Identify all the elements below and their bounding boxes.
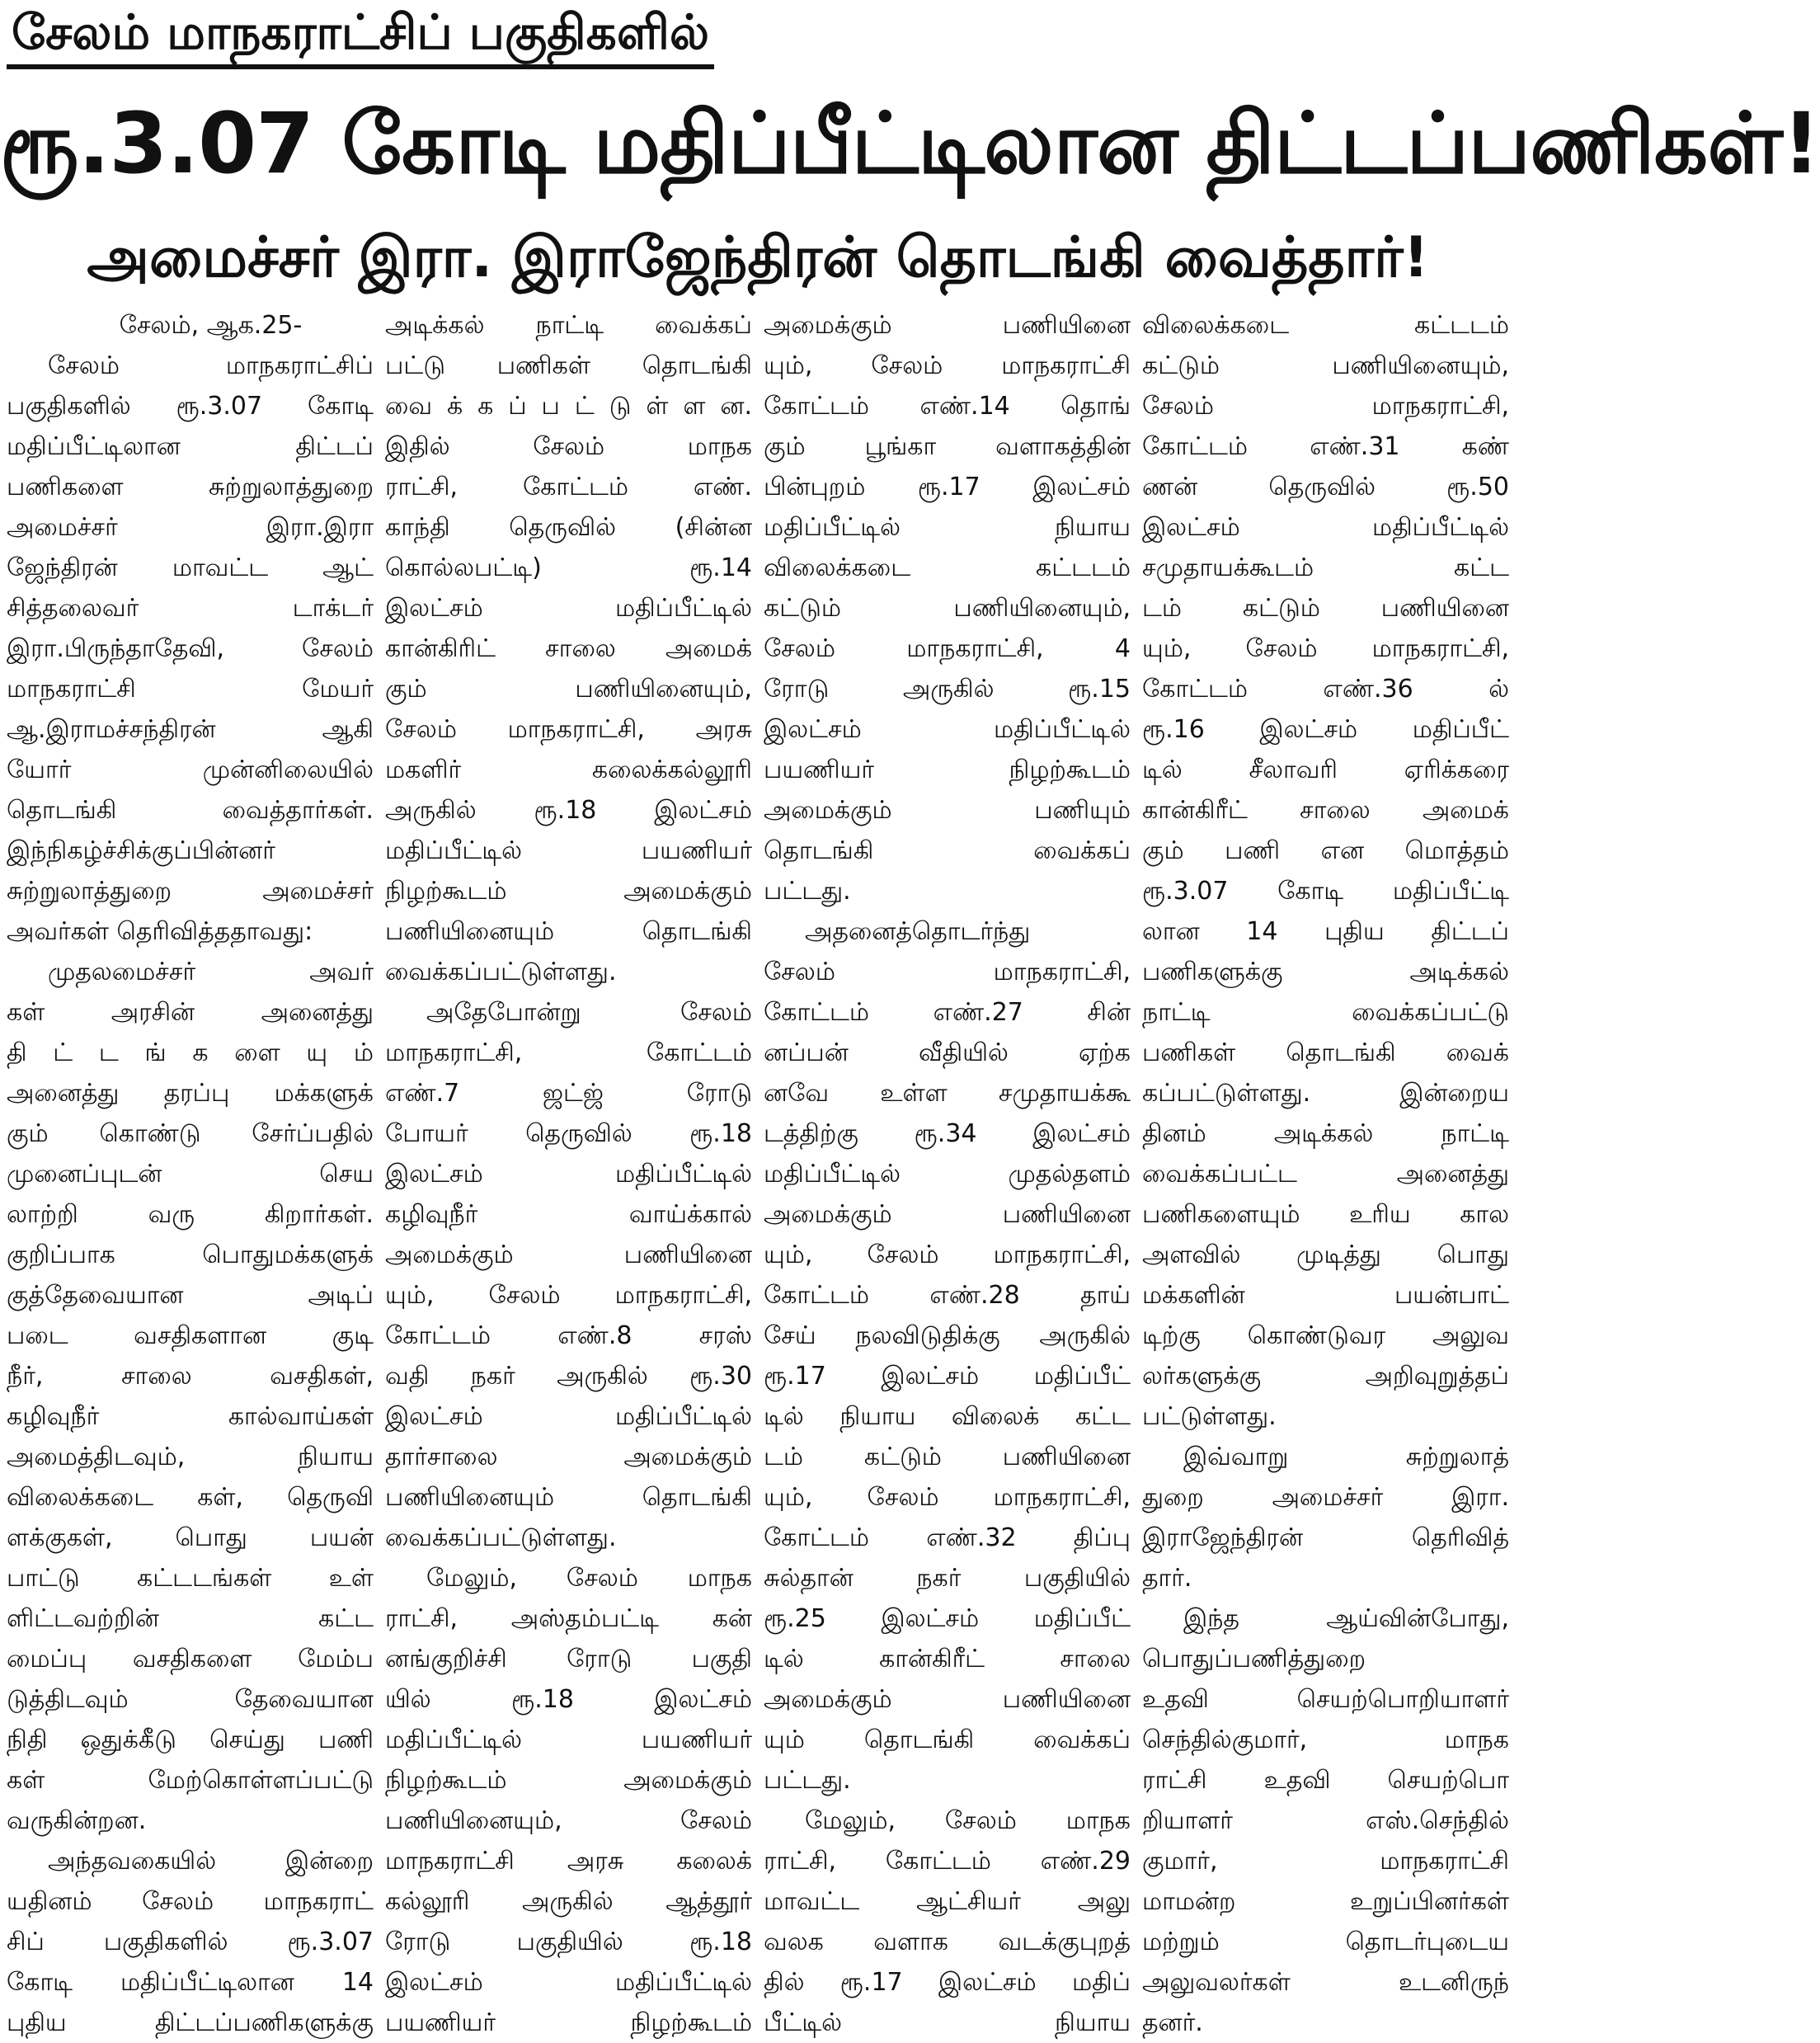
article-line: தினம் அடிக்கல் நாட்டி <box>1142 1119 1509 1148</box>
article-line: கோட்டம் எண்.32 திப்பு <box>764 1523 1131 1552</box>
article-line: மதிப்பீட்டில் நியாய <box>764 513 1131 542</box>
article-line: பகுதிகளில் ரூ.3.07 கோடி <box>7 392 374 421</box>
article-line: இலட்சம் மதிப்பீட்டில் <box>385 1160 752 1189</box>
article-line: பணிகளுக்கு அடிக்கல் <box>1142 958 1509 986</box>
article-line: கோட்டம் எண்.27 சின் <box>764 998 1131 1027</box>
article-line: ரூ.17 இலட்சம் மதிப்பீட் <box>764 1362 1131 1391</box>
article-line: கும் பணியினையும், <box>385 675 752 704</box>
article-line: விலைக்கடை கட்டடம் <box>1142 311 1509 340</box>
article-line: ஆ.இராமச்சந்திரன் ஆகி <box>7 715 374 744</box>
article-line: சேலம் மாநகராட்சிப் <box>48 351 374 380</box>
article-line: குமார், மாநகராட்சி <box>1142 1847 1509 1876</box>
article-headline: ரூ.3.07 கோடி மதிப்பீட்டிலான திட்டப்பணிகள்! <box>0 95 1820 193</box>
article-line: யும், சேலம் மாநகராட்சி, <box>764 1240 1131 1269</box>
article-line: மைப்பு வசதிகளை மேம்ப <box>7 1645 374 1673</box>
article-line: லாற்றி வரு கிறார்கள். <box>7 1200 374 1229</box>
article-line: பீட்டில் நியாய <box>764 2008 1131 2037</box>
article-line: வைக்கப்பட்ட அனைத்து <box>1142 1160 1509 1189</box>
article-line: வலக வளாக வடக்குபுறத் <box>764 1928 1131 1956</box>
article-line: கும் கொண்டு சேர்ப்பதில் <box>7 1119 374 1148</box>
article-line: கோட்டம் எண்.14 தொங் <box>764 392 1131 421</box>
article-line: டத்திற்கு ரூ.34 இலட்சம் <box>764 1119 1131 1148</box>
article-line: டுத்திடவும் தேவையான <box>7 1685 374 1714</box>
article-line: கழிவுநீர் வாய்க்கால் <box>385 1200 752 1229</box>
article-line: பணிகளை சுற்றுலாத்துறை <box>7 473 374 501</box>
article-line: கோட்டம் எண்.31 கண் <box>1142 432 1509 461</box>
article-line: ரோடு பகுதியில் ரூ.18 <box>385 1928 752 1956</box>
article-line: அமைக்கும் பணியும் <box>764 796 1131 825</box>
article-line: யதினம் சேலம் மாநகராட் <box>7 1887 374 1916</box>
article-line: மற்றும் தொடர்புடைய <box>1142 1928 1509 1956</box>
article-line: இலட்சம் மதிப்பீட்டில் <box>385 1402 752 1431</box>
article-line: நிழற்கூடம் அமைக்கும் <box>385 1766 752 1795</box>
article-line: யும், சேலம் மாநகராட்சி, <box>385 1281 752 1310</box>
article-line: மதிப்பீட்டில் பயணியர் <box>385 836 752 865</box>
article-line: யும், சேலம் மாநகராட்சி <box>764 351 1131 380</box>
text-column-4 <box>1142 305 1509 2037</box>
article-line: சேலம் மாநகராட்சி, அரசு <box>385 715 752 744</box>
article-line: வதி நகர் அருகில் ரூ.30 <box>385 1362 752 1391</box>
article-line: ராட்சி, கோட்டம் எண். <box>385 473 752 501</box>
article-line: பொதுப்பணித்துறை <box>1142 1645 1366 1673</box>
article-line: டம் கட்டும் பணியினை <box>1142 594 1509 623</box>
article-line: நிழற்கூடம் அமைக்கும் <box>385 877 752 906</box>
article-line: வருகின்றன. <box>7 1806 147 1835</box>
article-line: அருகில் ரூ.18 இலட்சம் <box>385 796 752 825</box>
article-line: தார்சாலை அமைக்கும் <box>385 1443 752 1471</box>
article-line: விலைக்கடை கட்டடம் <box>764 553 1131 582</box>
article-line: ராட்சி, கோட்டம் எண்.29 <box>764 1847 1131 1876</box>
article-line: மாநகராட்சி, கோட்டம் <box>385 1038 752 1067</box>
article-line: சேலம் மாநகராட்சி, <box>1142 392 1509 421</box>
article-line: தி ட் ட ங் க ளை யு ம் <box>7 1038 374 1067</box>
article-subheadline: அமைச்சர் இரா. இராஜேந்திரன் தொடங்கி வைத்தார்! <box>87 225 1429 290</box>
article-line: இராஜேந்திரன் தெரிவித் <box>1142 1523 1509 1552</box>
article-line: அமைச்சர் இரா.இரா <box>7 513 374 542</box>
article-line: மதிப்பீட்டிலான திட்டப் <box>7 432 374 461</box>
article-line: யோர் முன்னிலையில் <box>7 756 374 784</box>
article-line: அமைக்கும் பணியினை <box>764 1200 1131 1229</box>
article-line: பணிகளையும் உரிய கால <box>1142 1200 1509 1229</box>
text-column-3 <box>764 305 1131 2037</box>
article-line: அனைத்து தரப்பு மக்களுக் <box>7 1079 374 1108</box>
article-line: கள் அரசின் அனைத்து <box>7 998 374 1027</box>
article-line: இந்நிகழ்ச்சிக்குப்பின்னர் <box>7 836 275 865</box>
article-line: ஜேந்திரன் மாவட்ட ஆட் <box>7 553 374 582</box>
article-line: குறிப்பாக பொதுமக்களுக் <box>7 1240 374 1269</box>
article-line: சேலம் மாநகராட்சி, <box>764 958 1131 986</box>
article-line: மாவட்ட ஆட்சியர் அலு <box>764 1887 1131 1916</box>
article-line: கும் பூங்கா வளாகத்தின் <box>764 432 1131 461</box>
article-line: கும் பணி என மொத்தம் <box>1142 836 1509 865</box>
article-kicker: சேலம் மாநகராட்சிப் பகுதிகளில் <box>7 3 714 69</box>
article-line: கோட்டம் எண்.36 ல் <box>1142 675 1509 704</box>
article-line: மதிப்பீட்டில் முதல்தளம் <box>764 1160 1131 1189</box>
article-line: மாநகராட்சி மேயர் <box>7 675 374 704</box>
article-line: கழிவுநீர் கால்வாய்கள் <box>7 1402 374 1431</box>
article-line: இந்த ஆய்வின்போது, <box>1183 1604 1509 1633</box>
article-line: ராட்சி உதவி செயற்பொ <box>1142 1766 1509 1795</box>
article-line: அமைக்கும் பணியினை <box>764 1685 1131 1714</box>
article-line: னப்பன் வீதியில் ஏற்க <box>764 1038 1131 1067</box>
article-line: படை வசதிகளான குடி <box>7 1321 374 1350</box>
article-line: எண்.7 ஜட்ஜ் ரோடு <box>385 1079 752 1108</box>
article-line: தொடங்கி வைக்கப் <box>764 836 1131 865</box>
article-line: இதில் சேலம் மாநக <box>385 432 752 461</box>
article-line: அமைக்கும் பணியினை <box>385 1240 752 1269</box>
article-line: யும் தொடங்கி வைக்கப் <box>764 1725 1131 1754</box>
article-line: கட்டும் பணியினையும், <box>764 594 1131 623</box>
article-line: வை க் க ப் ப ட் டு ள் ள ன. <box>385 392 752 421</box>
article-line: லான 14 புதிய திட்டப் <box>1142 917 1509 946</box>
article-line: தில் ரூ.17 இலட்சம் மதிப் <box>764 1968 1131 1997</box>
article-line: முதலமைச்சர் அவர் <box>48 958 374 986</box>
article-line: பட்டு பணிகள் தொடங்கி <box>385 351 752 380</box>
article-line: இவ்வாறு சுற்றுலாத் <box>1183 1443 1509 1471</box>
article-line: போயர் தெருவில் ரூ.18 <box>385 1119 752 1148</box>
article-line: மாநகராட்சி அரசு கலைக் <box>385 1847 752 1876</box>
article-line: கோடி மதிப்பீட்டிலான 14 <box>7 1968 374 1997</box>
article-line: பட்டது. <box>764 877 851 906</box>
article-line: பணியினையும், சேலம் <box>385 1806 752 1835</box>
article-line: இலட்சம் மதிப்பீட்டில் <box>764 715 1131 744</box>
article-line: கள் மேற்கொள்ளப்பட்டு <box>7 1766 374 1795</box>
article-line: டிற்கு கொண்டுவர அலுவ <box>1142 1321 1509 1350</box>
article-line: இலட்சம் மதிப்பீட்டில் <box>385 1968 752 1997</box>
article-line: அளவில் முடித்து பொது <box>1142 1240 1509 1269</box>
article-line: ரூ.16 இலட்சம் மதிப்பீட் <box>1142 715 1509 744</box>
article-line: பின்புறம் ரூ.17 இலட்சம் <box>764 473 1131 501</box>
article-line: புதிய திட்டப்பணிகளுக்கு <box>7 2008 374 2037</box>
article-line: வைக்கப்பட்டுள்ளது. <box>385 958 617 986</box>
article-line: பணியினையும் தொடங்கி <box>385 1483 752 1512</box>
article-line: அந்தவகையில் இன்றை <box>48 1847 374 1876</box>
article-line: பணிகள் தொடங்கி வைக் <box>1142 1038 1509 1067</box>
text-column-1 <box>7 305 374 2037</box>
article-line: தொடங்கி வைத்தார்கள். <box>7 796 374 825</box>
article-line: சமுதாயக்கூடம் கட்ட <box>1142 553 1509 582</box>
article-line: இலட்சம் மதிப்பீட்டில் <box>385 594 752 623</box>
article-line: கோட்டம் எண்.28 தாய் <box>764 1281 1131 1310</box>
article-line: சேலம் மாநகராட்சி, 4 <box>764 634 1131 663</box>
article-line: தார். <box>1142 1564 1192 1593</box>
article-line: டில் நியாய விலைக் கட்ட <box>764 1402 1131 1431</box>
article-line: மேலும், சேலம் மாநக <box>805 1806 1131 1835</box>
article-line: லர்களுக்கு அறிவுறுத்தப் <box>1142 1362 1509 1391</box>
article-line: யில் ரூ.18 இலட்சம் <box>385 1685 752 1714</box>
article-line: பாட்டு கட்டடங்கள் உள் <box>7 1564 374 1593</box>
article-body <box>7 305 1509 2037</box>
article-line: வைக்கப்பட்டுள்ளது. <box>385 1523 617 1552</box>
article-line: மாமன்ற உறுப்பினர்கள் <box>1142 1887 1509 1916</box>
article-line: யும், சேலம் மாநகராட்சி, <box>1142 634 1509 663</box>
article-line: சுற்றுலாத்துறை அமைச்சர் <box>7 877 374 906</box>
article-line: இலட்சம் மதிப்பீட்டில் <box>1142 513 1509 542</box>
article-line: ளிட்டவற்றின் கட்ட <box>7 1604 374 1633</box>
article-line: ரோடு அருகில் ரூ.15 <box>764 675 1131 704</box>
article-line: இரா.பிருந்தாதேவி, சேலம் <box>7 634 374 663</box>
text-column-2 <box>385 305 752 2037</box>
article-line: ரூ.25 இலட்சம் மதிப்பீட் <box>764 1604 1131 1633</box>
article-line: பட்டுள்ளது. <box>1142 1402 1277 1431</box>
article-line: முனைப்புடன் செய <box>7 1160 374 1189</box>
article-line: துறை அமைச்சர் இரா. <box>1142 1483 1509 1512</box>
article-line: பட்டது. <box>764 1766 851 1795</box>
article-line: சேய் நலவிடுதிக்கு அருகில் <box>764 1321 1131 1350</box>
article-line: றியாளர் எஸ்.செந்தில் <box>1142 1806 1509 1835</box>
article-line: கப்பட்டுள்ளது. இன்றைய <box>1142 1079 1509 1108</box>
article-line: பணியினையும் தொடங்கி <box>385 917 752 946</box>
article-line: அதேபோன்று சேலம் <box>426 998 752 1027</box>
article-line: கான்கிரீட் சாலை அமைக் <box>1142 796 1509 825</box>
article-line: னங்குறிச்சி ரோடு பகுதி <box>385 1645 752 1673</box>
article-line: அவர்கள் தெரிவித்ததாவது: <box>7 917 313 946</box>
article-line: கட்டும் பணியினையும், <box>1142 351 1509 380</box>
article-line: அமைக்கும் பணியினை <box>764 311 1131 340</box>
article-line: ராட்சி, அஸ்தம்பட்டி கன் <box>385 1604 752 1633</box>
article-line: நாட்டி வைக்கப்பட்டு <box>1142 998 1509 1027</box>
article-line: கொல்லபட்டி) ரூ.14 <box>385 553 752 582</box>
article-line: மதிப்பீட்டில் பயணியர் <box>385 1725 752 1754</box>
article-line: டில் கான்கிரீட் சாலை <box>764 1645 1131 1673</box>
article-line: சேலம், ஆக.25- <box>119 311 303 340</box>
article-line: டில் சீலாவரி ஏரிக்கரை <box>1142 756 1509 784</box>
article-line: அலுவலர்கள் உடனிருந் <box>1142 1968 1509 1997</box>
article-line: மேலும், சேலம் மாநக <box>426 1564 752 1593</box>
article-line: கோட்டம் எண்.8 சரஸ் <box>385 1321 752 1350</box>
article-line: சித்தலைவர் டாக்டர் <box>7 594 374 623</box>
article-line: கல்லூரி அருகில் ஆத்தூர் <box>385 1887 752 1916</box>
article-line: உதவி செயற்பொறியாளர் <box>1142 1685 1509 1714</box>
article-line: குத்தேவையான அடிப் <box>7 1281 374 1310</box>
article-line: யும், சேலம் மாநகராட்சி, <box>764 1483 1131 1512</box>
article-line: அடிக்கல் நாட்டி வைக்கப் <box>385 311 752 340</box>
article-line: அமைத்திடவும், நியாய <box>7 1443 374 1471</box>
article-line: ளக்குகள், பொது பயன் <box>7 1523 374 1552</box>
article-line: செந்தில்குமார், மாநக <box>1142 1725 1509 1754</box>
article-line: ரூ.3.07 கோடி மதிப்பீட்டி <box>1142 877 1509 906</box>
article-line: விலைக்கடை கள், தெருவி <box>7 1483 374 1512</box>
article-line: அதனைத்தொடர்ந்து <box>805 917 1031 946</box>
article-line: னவே உள்ள சமுதாயக்கூ <box>764 1079 1131 1108</box>
article-line: பயணியர் நிழற்கூடம் <box>385 2008 752 2037</box>
article-line: ணன் தெருவில் ரூ.50 <box>1142 473 1509 501</box>
article-line: பயணியர் நிழற்கூடம் <box>764 756 1131 784</box>
article-line: சுல்தான் நகர் பகுதியில் <box>764 1564 1131 1593</box>
article-line: கான்கிரிட் சாலை அமைக் <box>385 634 752 663</box>
article-line: சிப் பகுதிகளில் ரூ.3.07 <box>7 1928 374 1956</box>
article-line: நிதி ஒதுக்கீடு செய்து பணி <box>7 1725 374 1754</box>
article-line: மகளிர் கலைக்கல்லூரி <box>385 756 752 784</box>
article-line: தனர். <box>1142 2008 1203 2037</box>
article-line: மக்களின் பயன்பாட் <box>1142 1281 1509 1310</box>
article-line: நீர், சாலை வசதிகள், <box>7 1362 374 1391</box>
article-line: டம் கட்டும் பணியினை <box>764 1443 1131 1471</box>
article-line: காந்தி தெருவில் (சின்ன <box>385 513 752 542</box>
